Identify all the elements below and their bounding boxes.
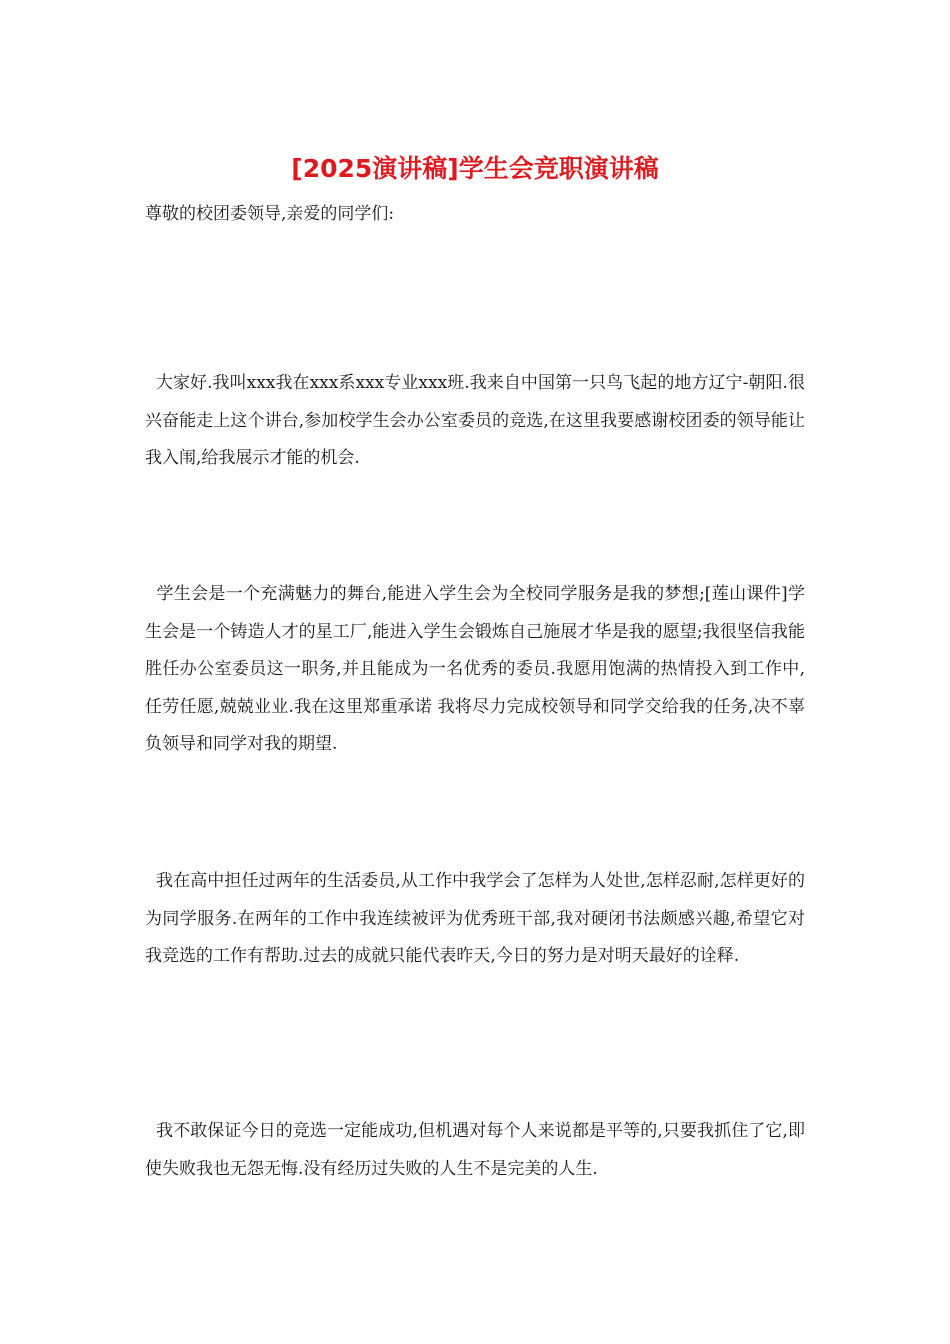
paragraph-closing: 我不敢保证今日的竞选一定能成功,但机遇对每个人来说都是平等的,只要我抓住了它,即使失败我也无怨无悔.没有经历过失败的人生不是完美的人生. <box>145 1121 806 1179</box>
paragraph-aspiration: 学生会是一个充满魅力的舞台,能进入学生会为全校同学服务是我的梦想;[莲山课件]学生会是一个铸造人才的星工厂,能进入学生会锻炼自己施展才华是我的愿望;我很坚信我能胜任办公室委员这一职务,并且能成为一名优秀的委员.我愿用饱满的热情投入到工作中,任劳任愿,兢兢业业.我在这里郑重承诺 我将尽力完成校领导和同学交给我的任务,决不辜负领导和同学对我的期望. <box>145 584 805 754</box>
document-title: [2025演讲稿]学生会竞职演讲稿 <box>291 154 659 183</box>
paragraph-experience: 我在高中担任过两年的生活委员,从工作中我学会了怎样为人处世,怎样忍耐,怎样更好的为同学服务.在两年的工作中我连续被评为优秀班干部,我对硬闭书法颇感兴趣,希望它对我竞选的工作有帮助.过去的成就只能代表昨天,今日的努力是对明天最好的诠释. <box>145 871 806 966</box>
paragraph-intro: 大家好.我叫xxx我在xxx系xxx专业xxx班.我来自中国第一只鸟飞起的地方辽宁-朝阳.很兴奋能走上这个讲台,参加校学生会办公室委员的竞选,在这里我要感谢校团委的领导能让我入闱,给我展示才能的机会. <box>145 373 805 468</box>
salutation: 尊敬的校团委领导,亲爱的同学们: <box>145 204 395 224</box>
